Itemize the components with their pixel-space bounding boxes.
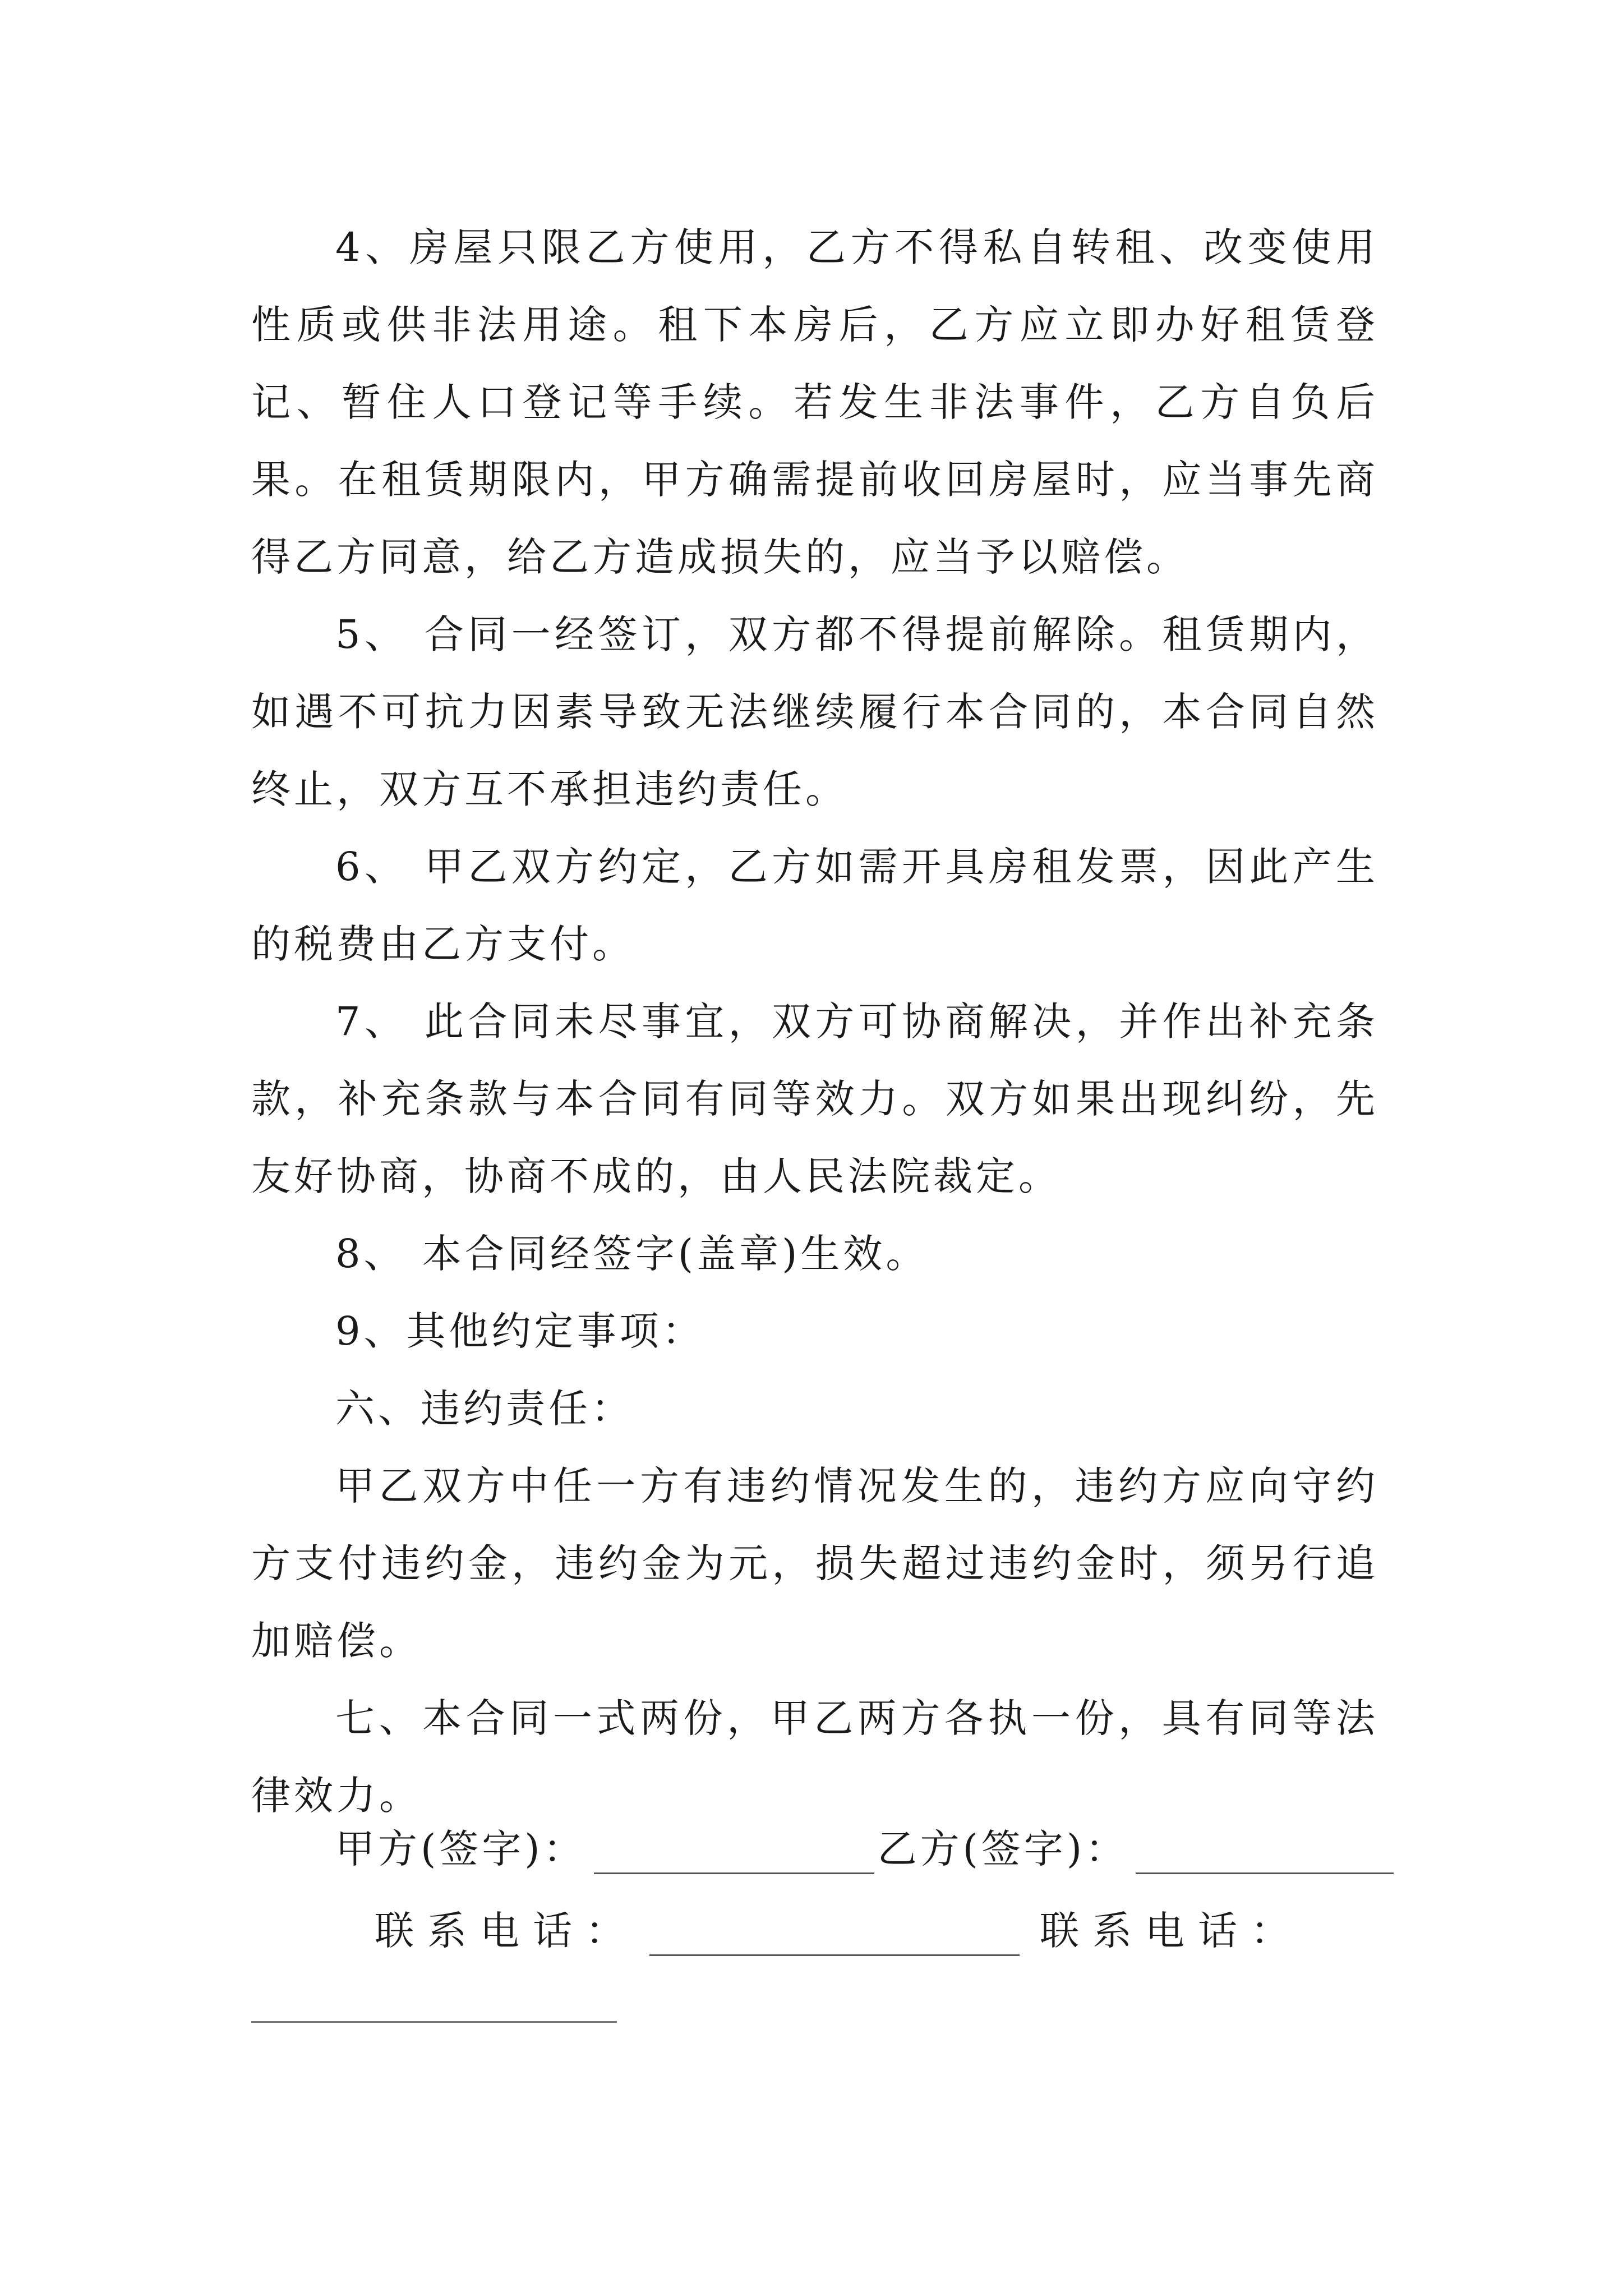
signature-row <box>335 1818 1397 1874</box>
clause-9: 9、其他约定事项： <box>335 1308 705 1354</box>
contract-body <box>251 209 1378 1834</box>
copies-clause: 七、本合同一式两份，甲乙两方各执一份，具有同等法律效力。 <box>251 1695 1378 1819</box>
party-a-signature-blank[interactable] <box>594 1839 874 1874</box>
party-b-signature-blank[interactable] <box>1136 1839 1394 1874</box>
party-a-phone-label: 联系电话： <box>375 1908 638 1954</box>
section-heading-breach: 六、违约责任： <box>335 1386 634 1432</box>
clause-4: 4、房屋只限乙方使用，乙方不得私自转租、改变使用性质或供非法用途。租下本房后，乙方应立即办好租赁登记、暂住人口登记等手续。若发生非法事件，乙方自负后果。在租赁期限内，甲方确需提前收回房屋时，应当事先商得乙方同意，给乙方造成损失的，应当予以赔偿。 <box>251 224 1378 580</box>
clause-6: 6、 甲乙双方约定，乙方如需开具房租发票，因此产生的税费由乙方支付。 <box>251 844 1378 967</box>
breach-clause: 甲乙双方中任一方有违约情况发生的，违约方应向守约方支付违约金，违约金为元，损失超过违约金时，须另行追加赔偿。 <box>251 1463 1378 1664</box>
clause-7: 7、 此合同未尽事宜，双方可协商解决，并作出补充条款，补充条款与本合同有同等效力。双方如果出现纠纷，先友好协商，协商不成的，由人民法院裁定。 <box>251 999 1378 1199</box>
phone-row <box>375 1899 1303 1956</box>
party-b-signature-label: 乙方(签字)： <box>877 1826 1128 1872</box>
party-a-phone-blank[interactable] <box>649 1921 1020 1956</box>
party-b-phone-blank[interactable] <box>251 2021 617 2023</box>
party-b-phone-label: 联系电话： <box>1040 1908 1303 1954</box>
clause-5: 5、 合同一经签订，双方都不得提前解除。租赁期内，如遇不可抗力因素导致无法继续履行本合同的，本合同自然终止，双方互不承担违约责任。 <box>251 611 1378 812</box>
clause-8: 8、 本合同经签字(盖章)生效。 <box>335 1231 929 1277</box>
party-a-signature-label: 甲方(签字)： <box>335 1826 586 1872</box>
